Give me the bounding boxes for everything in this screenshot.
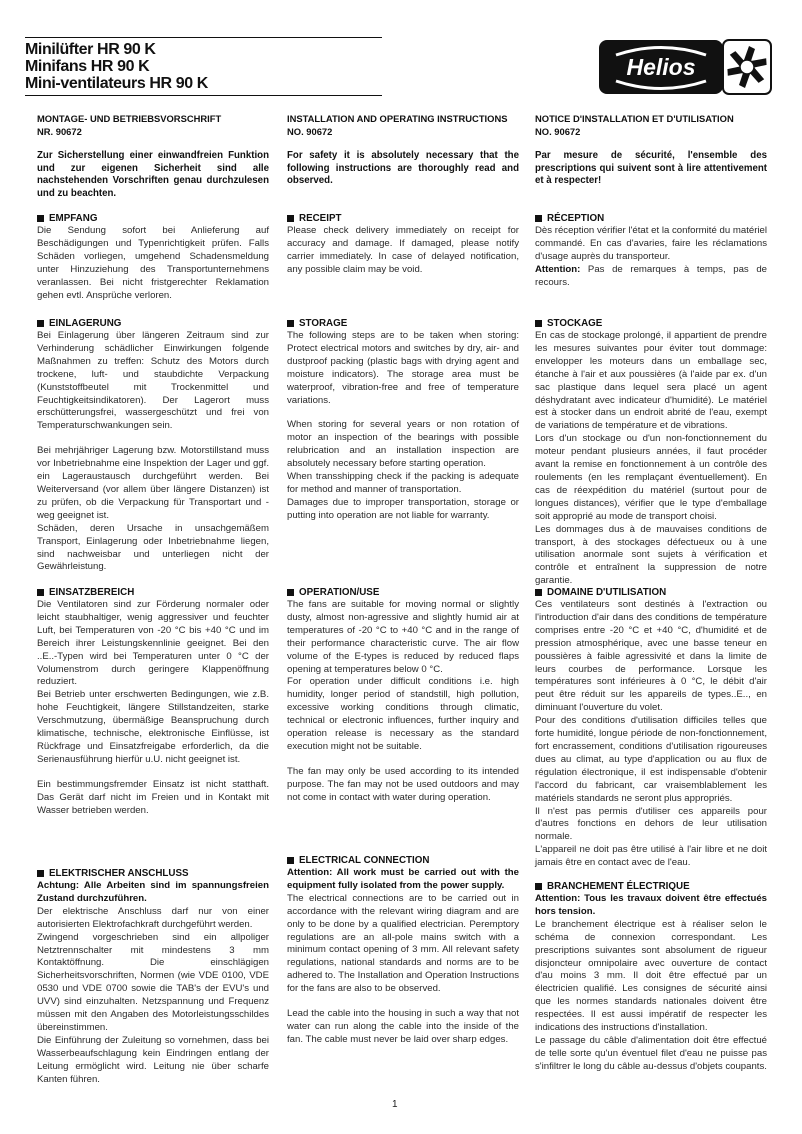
header-top-rule bbox=[25, 37, 382, 38]
safety-lead-en: For safety it is absolutely necessary that the following instructions are thoroughly read and observed. bbox=[287, 150, 519, 187]
helios-logo-graphic bbox=[598, 38, 772, 96]
doc-title-fr: NOTICE D'INSTALLATION ET D'UTILISATION bbox=[535, 113, 734, 124]
section-electrical-fr bbox=[535, 880, 767, 1074]
bullet-square-icon bbox=[287, 589, 294, 596]
attention-label: Attention: bbox=[535, 263, 581, 275]
bullet-square-icon bbox=[535, 320, 542, 327]
section-storage-en bbox=[287, 317, 519, 523]
paragraph: L'appareil ne doit pas être utilisé à l'air libre et ne doit jamais être en contact avec de l'eau. bbox=[535, 844, 767, 869]
column-german bbox=[37, 112, 269, 1085]
bullet-square-icon bbox=[37, 215, 44, 222]
doc-number-en: NO. 90672 bbox=[287, 126, 333, 137]
bullet-square-icon bbox=[37, 589, 44, 596]
header-bottom-rule bbox=[25, 95, 382, 96]
paragraph: Dès réception vérifier l'état et la conformité du matériel commandé. En cas d'avaries, faire les réclamations d'usage auprès du transporteur. bbox=[535, 225, 767, 262]
paragraph: Schäden, deren Ursache in unsachgemäßem Transport, Einlagerung oder Inbetriebnahme liegen, sind nachweisbar und unterliegen nicht der Gewährleistung. bbox=[37, 522, 269, 573]
paragraph: Ein bestimmungsfremder Einsatz ist nicht statthaft. Das Gerät darf nicht im Freien und in Kontakt mit Wasser betrieben werden. bbox=[37, 778, 269, 816]
paragraph: When transshipping check if the packing is adequate for method and manner of transportation. bbox=[287, 471, 519, 495]
warning-note: Achtung: Alle Arbeiten sind im spannungsfreien Zustand durchzuführen. bbox=[37, 880, 269, 904]
paragraph: The following steps are to be taken when storing: Protect electrical motors and switches by dry, air- and dustproof packing (plastic bags with drying agent and moisture indicators). The storage area must be waterproof, vibration-free and free of temperature variations. bbox=[287, 330, 519, 406]
paragraph: Bei mehrjähriger Lagerung bzw. Motorstillstand muss vor Inbetriebnahme eine Inspektion der Lager und ggf. ein Lageraustausch durchgeführt werden. Bei Weiterversand (vor allem über längere Distanzen) ist zu prüfen, ob die Verpackung für Transportart und -weg geeignet ist. bbox=[37, 445, 269, 521]
section-title: RECEIPT bbox=[299, 213, 342, 224]
doc-title-en: INSTALLATION AND OPERATING INSTRUCTIONS bbox=[287, 113, 508, 124]
paragraph: Die Einführung der Zuleitung so vornehmen, dass bei Wasserbeaufschlagung kein Eindringen entlang der Leitung ermöglicht wird. Leitung nie über scharfe Kanten führen. bbox=[37, 1034, 269, 1085]
document-title-block bbox=[25, 41, 382, 92]
section-usage-de bbox=[37, 586, 269, 818]
section-title: EINLAGERUNG bbox=[49, 318, 122, 329]
section-title: ELEKTRISCHER ANSCHLUSS bbox=[49, 868, 189, 879]
section-electrical-de bbox=[37, 867, 269, 1087]
paragraph: Die Sendung sofort bei Anlieferung auf Beschädigungen und Typenrichtigkeit prüfen. Falls Schäden vorliegen, umgehend Schadensmeldung unter Hinzuziehung des Transportunternehmens veranlassen. Bei nicht fristgerechter Reklamation gehen evtl. Ansprüche verloren. bbox=[37, 225, 269, 301]
warning-note: Attention: All work must be carried out with the equipment fully isolated from the power supply. bbox=[287, 867, 519, 891]
svg-text:Helios: Helios bbox=[626, 54, 696, 80]
paragraph: Please check delivery immediately on receipt for accuracy and damage. If damaged, please notify carrier immediately. In case of delayed notification, any possible claim may be void. bbox=[287, 225, 519, 275]
paragraph: When storing for several years or non rotation of motor an inspection of the bearings with possible relubrication and an installation inspection are absolutely necessary before starting operation. bbox=[287, 419, 519, 470]
doc-number-fr: NO. 90672 bbox=[535, 126, 581, 137]
section-title: STOCKAGE bbox=[547, 318, 603, 329]
paragraph: Les dommages dus à de mauvaises conditions de transport, à des stockages défectueux ou à une utilisation anormale sont sujets à vérification et contrôle et entraînent la suppression de notre garantie. bbox=[535, 523, 767, 587]
paragraph: Lors d'un stockage ou d'un non-fonctionnement du moteur pendant plusieurs années, il faut procéder avant la remise en fonctionnement à un contrôle des roulements (en les remplaçant éventuellement). En cas de réexpédition du matériel (surtout pour de longues distances), vérifier que le type d'emballage soit approprié au mode de transport choisi. bbox=[535, 433, 767, 522]
paragraph: Ces ventilateurs sont destinés à l'extraction ou l'introduction d'air dans des conditions de température comprises entre -20 °C et +40 °C, d'humidité et de pression atmosphérique, avec une basse teneur en poussières à faible agressivité et dans la limite de leurs courbes de performance. Lorsque les températures sont inférieures à 0 °C, le débit d'air peut être réduit sur les appareils de types..E.., en diminuant l'ouverture du volet. bbox=[535, 599, 767, 714]
safety-lead-fr: Par mesure de sécurité, l'ensemble des prescriptions qui suivent sont à lire attentivement et à respecter! bbox=[535, 150, 767, 187]
section-receipt-de bbox=[37, 212, 269, 302]
section-title: RÉCEPTION bbox=[547, 213, 605, 224]
section-title: ELECTRICAL CONNECTION bbox=[299, 855, 430, 866]
paragraph: Lead the cable into the housing in such a way that not water can run along the cable into the inside of the fan. The cable must never be laid over sharp edges. bbox=[287, 1008, 519, 1045]
section-title: STORAGE bbox=[299, 318, 348, 329]
section-receipt-en bbox=[287, 212, 519, 277]
section-storage-de bbox=[37, 317, 269, 574]
paragraph: Il n'est pas permis d'utiliser ces appareils pour d'autres fonctions en dehors de leur utilisation normale. bbox=[535, 805, 767, 843]
section-usage-en bbox=[287, 586, 519, 805]
section-title: BRANCHEMENT ÉLECTRIQUE bbox=[547, 881, 690, 892]
section-title: DOMAINE D'UTILISATION bbox=[547, 587, 667, 598]
attention-text: Pas de remarques à temps, pas de recours. bbox=[535, 263, 767, 288]
section-electrical-en bbox=[287, 854, 519, 1047]
bullet-square-icon bbox=[287, 215, 294, 222]
title-french: Mini-ventilateurs HR 90 K bbox=[25, 75, 208, 92]
attention-note bbox=[535, 264, 767, 290]
paragraph: Bei Einlagerung über längeren Zeitraum sind zur Verhinderung schädlicher Einwirkungen folgende Maßnahmen zu treffen: Schutz des Motors durch trockene, luft- und staubdichte Verpackung (Kunststoffbeutel mit Trockenmittel und Feuchtigkeitsindikatoren). Der Lagerort muss erschütterungsfrei, wassergeschützt und frei von Temperaturschwankungen sein. bbox=[37, 330, 269, 432]
bullet-square-icon bbox=[287, 857, 294, 864]
title-german: Minilüfter HR 90 K bbox=[25, 41, 156, 58]
section-receipt-fr bbox=[535, 212, 767, 290]
bullet-square-icon bbox=[535, 883, 542, 890]
paragraph: Die Ventilatoren sind zur Förderung normaler oder leicht staubhaltiger, wenig aggressiver und feuchter Luft, bei Temperaturen von -20 °C bis +40 °C und im Bereich ihrer Leistungskennlinie geeignet. Bei den ..E..-Typen wird bei Temperaturen unter 0 °C der Volumenstrom durch geringere Klappenöffnung reduziert. bbox=[37, 599, 269, 688]
paragraph: Pour des conditions d'utilisation difficiles telles que forte humidité, longue période de non-fonctionnement, fort encrassement, conditions d'utilisation rigoureuses dues au climat, au type d'application ou au flux de régulation électronique, il est indispensable d'obtenir l'accord du fabricant, car vraisemblablement les matériels standards ne seront plus appropriés. bbox=[535, 715, 767, 804]
paragraph: Le passage du câble d'alimentation doit être effectué de telle sorte qu'un éventuel filet d'eau ne puisse pas s'infiltrer le long du câble au-dessus d'objets coupants. bbox=[535, 1034, 767, 1072]
section-title: OPERATION/USE bbox=[299, 587, 380, 598]
page-number: 1 bbox=[392, 1099, 398, 1110]
bullet-square-icon bbox=[37, 870, 44, 877]
paragraph: The electrical connections are to be carried out in accordance with the relevant wiring diagram and are only to be done by a qualified electrician. Peremptory regulations are an all-pole mains switch with a minimum contact opening of 3 mm. All relevant safety regulations, national standards and norms are to be adhered to. The Installation and Operation Instructions for the fans are also to be observed. bbox=[287, 892, 519, 995]
bullet-square-icon bbox=[535, 589, 542, 596]
paragraph: Damages due to improper transportation, storage or putting into operation are not liable for warranty. bbox=[287, 496, 519, 521]
helios-logo bbox=[598, 38, 772, 96]
title-english: Minifans HR 90 K bbox=[25, 58, 150, 75]
section-title: EINSATZBEREICH bbox=[49, 587, 135, 598]
paragraph: Der elektrische Anschluss darf nur von einer autorisierten Elektrofachkraft durchgeführt werden. bbox=[37, 905, 269, 930]
paragraph: For operation under difficult conditions i.e. high humidity, longer period of standstill, high pollution, excessive working conditions through climatic, technical or electronic influences, further inquiry and operation release is necessary as the standard execution might not be suitable. bbox=[287, 676, 519, 752]
paragraph: Le branchement électrique est à réaliser selon le schéma de connexion correspondant. Les prescriptions suivantes sont absolument de rigueur disjoncteur omnipolaire avec ouverture de contact d'au moins 3 mm. Il doit être effectué par un électricien qualifié. Les consignes de sécurité ainsi que les normes standards nationales doivent être respectées. Il est aussi impératif de respecter les indications des instructions d'installation. bbox=[535, 918, 767, 1034]
paragraph: En cas de stockage prolongé, il appartient de prendre les mesures suivantes pour éviter tout dommage: envelopper les moteurs dans un emballage sec, étanche à l'air et aux poussières (à l'aide par ex. d'un sac plastique dans lequel sera placé un agent déshydratant avec indicateur d'humidité). Le matériel est à stocker dans un endroit abrité de l'eau, exempt de variations de température et de vibrations. bbox=[535, 330, 767, 432]
paragraph: Zwingend vorgeschrieben sind ein allpoliger Netztrennschalter mit mindestens 3 mm Kontaktöffnung. Die einschlägigen Sicherheitsvorschriften, Normen (wie VDE 0100, VDE 0530 und VDE 0700 sowie die TAB's der EVU's und UVV) sind einzuhalten. Netzspannung und Frequenz müssen mit den Angaben des Motorleistungsschildes übereinstimmen. bbox=[37, 931, 269, 1033]
paragraph: The fan may only be used according to its intended purpose. The fan may not be used outdoors and may not come in contact with water during operation. bbox=[287, 765, 519, 803]
bullet-square-icon bbox=[535, 215, 542, 222]
paragraph: The fans are suitable for moving normal or slightly dusty, almost non-agressive and slightly humid air at temperatures of -20 °C to +40 °C and in the range of their performance characteristic curve. The air flow volume of the E-types is reduced by reduced flaps opening at temperatures below 0 °C. bbox=[287, 599, 519, 675]
paragraph: Bei Betrieb unter erschwerten Bedingungen, wie z.B. hohe Feuchtigkeit, längere Stillstandzeiten, starke Verschmutzung, übermäßige Beanspruchung durch klimatische, technische, elektronische Einflüsse, ist Rückfrage und Einsatzfreigabe erforderlich, da die Serienausführung hierfür u.U. nicht geeignet ist. bbox=[37, 689, 269, 765]
warning-note: Attention: Tous les travaux doivent être effectués hors tension. bbox=[535, 893, 767, 917]
safety-lead-de: Zur Sicherstellung einer einwandfreien Funktion und zur eigenen Sicherheit sind alle nachstehenden Vorschriften genau durchzulesen und zu beachten. bbox=[37, 150, 269, 199]
section-usage-fr bbox=[535, 586, 767, 870]
section-storage-fr bbox=[535, 317, 767, 588]
doc-title-de: MONTAGE- UND BETRIEBSVORSCHRIFT bbox=[37, 113, 222, 124]
column-english bbox=[287, 112, 519, 1045]
doc-number-de: NR. 90672 bbox=[37, 126, 82, 137]
bullet-square-icon bbox=[37, 320, 44, 327]
section-title: EMPFANG bbox=[49, 213, 98, 224]
bullet-square-icon bbox=[287, 320, 294, 327]
column-french bbox=[535, 112, 767, 1072]
